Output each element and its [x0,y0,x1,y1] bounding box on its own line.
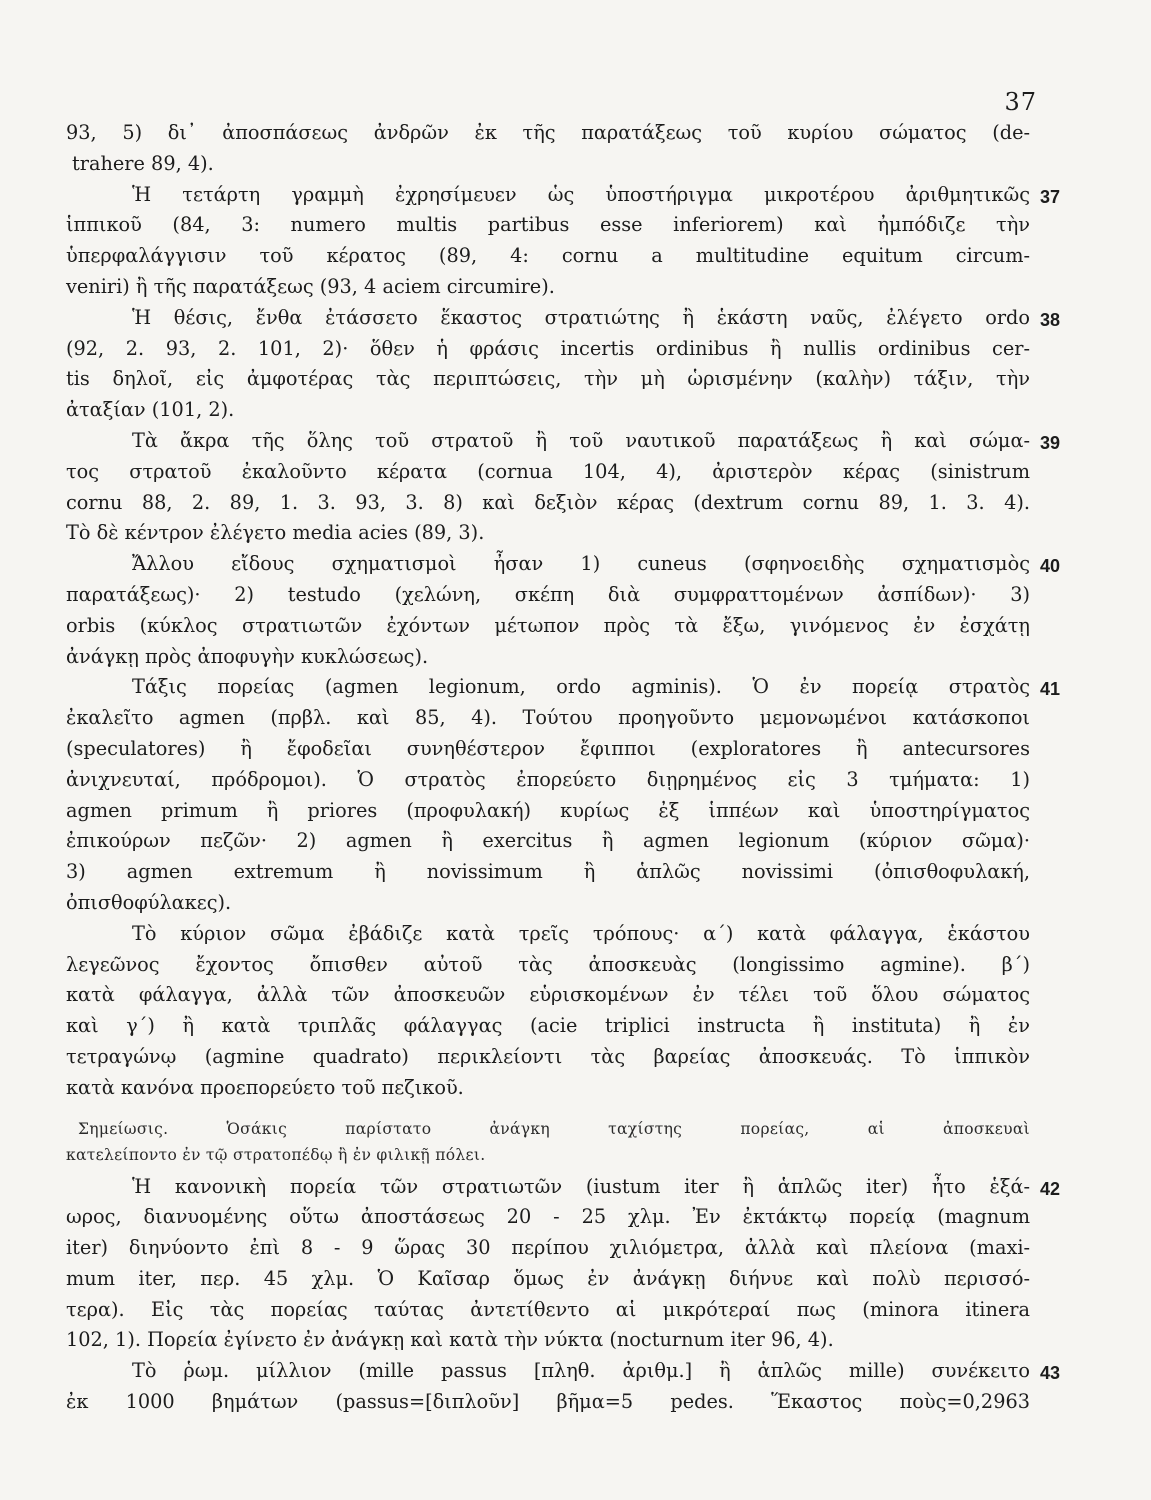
text-line: 3) agmen extremum ἢ novissimum ἢ ἁπλῶς novissimi (ὀπισθοφυλακή, [66,860,1030,884]
text-line: orbis (κύκλος στρατιωτῶν ἐχόντων μέτωπον πρὸς τὰ ἔξω, γινόμενος ἐν ἐσχάτῃ [66,613,1030,637]
text-line: Ἡ κανονικὴ πορεία τῶν στρατιωτῶν (iustum iter ἢ ἁπλῶς iter) ἦτο ἑξά- [132,1174,1030,1198]
page-number: 37 [1004,88,1037,116]
page-body [66,118,1061,1418]
paragraph-41 [66,672,1061,918]
text-line: τος στρατοῦ ἐκαλοῦντο κέρατα (cornua 104, 4), ἀριστερὸν κέρας (sinistrum [66,459,1030,483]
margin-section-number: 39 [1040,432,1061,453]
text-line: cornu 88, 2. 89, 1. 3. 93, 3. 8) καὶ δεξιὸν κέρας (dextrum cornu 89, 1. 3. 4). [66,490,1030,514]
text-line: tis δηλοῖ, εἰς ἀμφοτέρας τὰς περιπτώσεις, τὴν μὴ ὡρισμένην (καλὴν) τάξιν, τὴν [66,367,1030,391]
text-line: (92, 2. 93, 2. 101, 2)· ὅθεν ἡ φράσις incertis ordinibus ἢ nullis ordinibus cer- [66,336,1030,360]
paragraph-42 [66,1172,1061,1357]
text-line: Ἡ θέσις, ἔνθα ἐτάσσετο ἕκαστος στρατιώτης ἢ ἑκάστη ναῦς, ἐλέγετο ordo [132,305,1030,329]
text-line: iter) διηνύοντο ἐπὶ 8 - 9 ὥρας 30 περίπου χιλιόμετρα, ἀλλὰ καὶ πλείονα (maxi- [66,1236,1030,1260]
text-line: ἀνιχνευταί, πρόδρομοι). Ὁ στρατὸς ἐπορεύετο διῃρημένος εἰς 3 τμήματα: 1) [66,767,1030,791]
margin-section-number: 41 [1040,679,1061,700]
paragraph [66,919,1030,1104]
margin-section-number: 38 [1040,309,1061,330]
text-line: ἱππικοῦ (84, 3: numero multis partibus esse inferiorem) καὶ ἠμπόδιζε τὴν [66,213,1030,237]
text-line: 93, 5) δι᾽ ἀποσπάσεως ἀνδρῶν ἐκ τῆς παρατάξεως τοῦ κυρίου σώματος (de- [66,121,1030,144]
text-line: Τάξις πορείας (agmen legionum, ordo agminis). Ὁ ἐν πορείᾳ στρατὸς [132,675,1030,699]
note [66,1116,1030,1168]
text-line: καὶ γ´) ἢ κατὰ τριπλᾶς φάλαγγας (acie triplici instructa ἢ instituta) ἢ ἐν [66,1014,1030,1038]
text-line: Τὸ ῥωμ. μίλλιον (mille passus [πληθ. ἀριθμ.] ἢ ἁπλῶς mille) συνέκειτο [132,1359,1030,1383]
margin-section-number: 40 [1040,556,1061,577]
text-line: veniri) ἢ τῆς παρατάξεως (93, 4 aciem circumire). [66,274,555,298]
paragraph-38 [66,303,1061,426]
text-line: ἀνάγκῃ πρὸς ἀποφυγὴν κυκλώσεως). [66,644,429,668]
margin-section-number: 43 [1040,1363,1061,1384]
text-line: ὑπερφαλάγγισιν τοῦ κέρατος (89, 4: cornu a multitudine equitum circum- [66,244,1030,268]
paragraph-37 [66,180,1061,303]
text-line: agmen primum ἢ priores (προφυλακή) κυρίως ἐξ ἱππέων καὶ ὑποστηρίγματος [66,798,1030,822]
note-line: Σημείωσις. Ὁσάκις παρίστατο ἀνάγκη ταχίστης πορείας, αἱ ἀποσκευαὶ [78,1119,1030,1138]
text-line: mum iter, περ. 45 χλμ. Ὁ Καῖσαρ ὅμως ἐν ἀνάγκῃ διήνυε καὶ πολὺ περισσό- [66,1266,1030,1290]
text-line: ἐκ 1000 βημάτων (passus=[διπλοῦν] βῆμα=5 pedes. Ἕκαστος ποὺς=0,2963 [66,1390,1030,1414]
text-line: (speculatores) ἢ ἔφοδεῖαι συνηθέστερον ἔφιπποι (exploratores ἢ antecursores [66,736,1030,760]
text-line: ἐπικούρων πεζῶν· 2) agmen ἢ exercitus ἢ agmen legionum (κύριον σῶμα)· [66,829,1030,853]
margin-section-number: 37 [1040,186,1061,207]
text-line: Τὸ κύριον σῶμα ἐβάδιζε κατὰ τρεῖς τρόπους· α´) κατὰ φάλαγγα, ἑκάστου [132,921,1030,945]
paragraph-43 [66,1356,1061,1418]
text-line: Ἡ τετάρτη γραμμὴ ἐχρησίμευεν ὡς ὑποστήριγμα μικροτέρου ἀριθμητικῶς [132,182,1030,206]
text-line: παρατάξεως)· 2) testudo (χελώνη, σκέπη διὰ συμφραττομένων ἀσπίδων)· 3) [66,582,1030,606]
text-line: Τὸ δὲ κέντρον ἐλέγετο media acies (89, 3). [66,521,485,545]
note-line: κατελείποντο ἐν τῷ στρατοπέδῳ ἢ ἐν φιλικῇ πόλει. [66,1145,486,1164]
text-line: 102, 1). Πορεία ἐγίνετο ἐν ἀνάγκῃ καὶ κατὰ τὴν νύκτα (nocturnum iter 96, 4). [66,1328,834,1352]
text-line: λεγεῶνος ἔχοντος ὄπισθεν αὐτοῦ τὰς ἀποσκευὰς (longissimo agmine). β´) [66,952,1030,976]
margin-section-number: 42 [1040,1178,1061,1199]
text-line: Ἄλλου εἴδους σχηματισμοὶ ἦσαν 1) cuneus (σφηνοειδὴς σχηματισμὸς [132,552,1030,576]
paragraph-39 [66,426,1061,549]
text-line: ἀταξίαν (101, 2). [66,398,235,422]
text-line: ὀπισθοφύλακες). [66,890,232,914]
text-line: trahere 89, 4). [72,151,214,175]
text-line: τερα). Εἰς τὰς πορείας ταύτας ἀντετίθεντο αἱ μικρότεραί πως (minora itinera [66,1297,1030,1321]
text-line: τετραγώνῳ (agmine quadrato) περικλείοντι τὰς βαρείας ἀποσκευάς. Τὸ ἱππικὸν [66,1044,1030,1068]
paragraph [66,118,1030,180]
text-line: ἐκαλεῖτο agmen (πρβλ. καὶ 85, 4). Τούτου προηγοῦντο μεμονωμένοι κατάσκοποι [66,706,1030,730]
text-line: Τὰ ἄκρα τῆς ὅλης τοῦ στρατοῦ ἢ τοῦ ναυτικοῦ παρατάξεως ἢ καὶ σώμα- [132,428,1030,452]
text-line: κατὰ φάλαγγα, ἀλλὰ τῶν ἀποσκευῶν εὑρισκομένων ἐν τέλει τοῦ ὅλου σώματος [66,983,1030,1007]
text-line: ωρος, διανυομένης οὕτω ἀποστάσεως 20 - 25 χλμ. Ἐν ἐκτάκτῳ πορείᾳ (magnum [66,1205,1030,1229]
text-line: κατὰ κανόνα προεπορεύετο τοῦ πεζικοῦ. [66,1075,464,1099]
paragraph-40 [66,549,1061,672]
